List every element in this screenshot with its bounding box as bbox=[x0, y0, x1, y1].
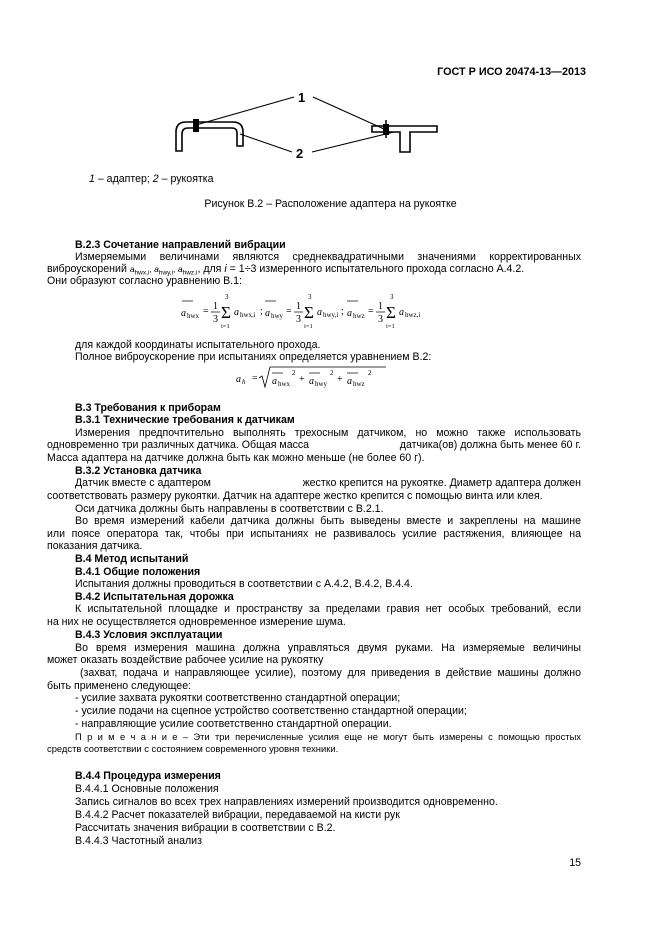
f2-lhs-sub: h bbox=[242, 378, 246, 386]
f1-sigma-x: Σ bbox=[221, 303, 231, 322]
f1-num-x: 1 bbox=[213, 301, 218, 312]
b23-p1-line2-b: , для bbox=[197, 263, 225, 275]
f2-avar-y: a bbox=[309, 376, 314, 387]
b32-p4-line1: Во время измерений кабели датчика должны быть выведены вместе и закреплены на машине bbox=[75, 515, 581, 527]
f1-avari-x: a bbox=[234, 307, 239, 318]
f1-den-x: 3 bbox=[213, 314, 218, 325]
f1-sigma-y: Σ bbox=[304, 303, 314, 322]
f1-subi-z: hwz,i bbox=[405, 311, 421, 319]
b23-p1-line3: Они образуют согласно уравнению В.1: bbox=[47, 275, 242, 287]
heading-b32: В.3.2 Установка датчика bbox=[75, 465, 202, 477]
b23-p1-line2-a: виброускорений bbox=[47, 263, 130, 275]
heading-b44: В.4.4 Процедура измерения bbox=[75, 770, 221, 782]
legend-text-1: – адаптер; bbox=[94, 173, 153, 185]
f1-subi-y: hwy,i bbox=[323, 311, 339, 319]
legend-number-1: 1 bbox=[89, 173, 95, 185]
acc-var-a1: a bbox=[129, 264, 135, 274]
f1-sub-z: hwz bbox=[353, 312, 365, 320]
f1-sumtop-x: 3 bbox=[225, 293, 229, 301]
b31-line2-a: одновременно три различных датчика. Общая масса bbox=[47, 439, 310, 451]
b43-line3: (захват, подача и направляющее усилие), поэтому для приведения в действие машины должно bbox=[80, 667, 581, 679]
f2-sq-z: 2 bbox=[368, 369, 372, 377]
f2-sq-y: 2 bbox=[330, 369, 334, 377]
b43-list-item-1: - усилие захвата рукоятки соответственно стандартной операции; bbox=[75, 692, 401, 704]
b442-text: Рассчитать значения вибрации в соответствии с В.2. bbox=[75, 822, 336, 834]
heading-b41: В.4.1 Общие положения bbox=[75, 566, 201, 578]
f2-lhs: a bbox=[236, 374, 241, 385]
f1-avar-x: a bbox=[181, 308, 186, 319]
b32-line2: соответствовать размеру рукоятки. Датчик на адаптере жестко крепится с помощью винта или клея. bbox=[47, 490, 543, 502]
b43-line1: Во время измерения машина должна управляться двумя руками. На измеряемые величины bbox=[75, 642, 581, 654]
f2-avar-z: a bbox=[347, 376, 352, 387]
f2-sq-x: 2 bbox=[292, 369, 296, 377]
page-number: 15 bbox=[569, 857, 581, 869]
note-text-1: – Эти три перечисленные усилия еще не могут быть измерены с помощью простых bbox=[177, 731, 581, 742]
f2-avar-x: a bbox=[272, 376, 277, 387]
acc-sub-y: hwy,i bbox=[158, 269, 174, 277]
b43-line2: может оказать воздействие рабочее усилие на рукоятку bbox=[47, 654, 324, 666]
f1-sep-2: ; bbox=[341, 306, 344, 317]
b23-p1-line2-d: = 1÷3 измеренного испытательного прохода согласно А.4.2. bbox=[226, 263, 525, 275]
f1-sigma-z: Σ bbox=[386, 303, 396, 322]
b43-list-item-3: - направляющие усилие соответственно стандартной операции. bbox=[75, 718, 392, 730]
f2-sub-y: hwy bbox=[315, 380, 328, 388]
acc-vars: $a_{hwx,i}$, $a_{hwy,i}$, $a_{hwz,i}$ bbox=[129, 264, 198, 277]
b32-line1-a: Датчик вместе с адаптером bbox=[75, 477, 211, 489]
legend-number-2: 2 bbox=[152, 173, 159, 185]
b442-title: В.4.4.2 Расчет показателей вибрации, передаваемой на кисти рук bbox=[75, 809, 400, 821]
f1-eq-z: = bbox=[368, 306, 374, 317]
f2-sub-z: hwz bbox=[353, 380, 365, 388]
f1-eq-x: = bbox=[203, 306, 209, 317]
b42-line1: К испытательной площадке и пространству за пределами гравия нет особых требований, если bbox=[75, 603, 581, 615]
legend-text-2: – рукоятка bbox=[158, 173, 214, 185]
f1-sep-1: ; bbox=[260, 306, 263, 317]
heading-b4: В.4 Метод испытаний bbox=[75, 553, 189, 565]
b441-text: Запись сигналов во всех трех направлениях измерений производится одновременно. bbox=[75, 796, 498, 808]
f2-eq: = bbox=[252, 373, 258, 384]
b32-line1 bbox=[75, 477, 581, 489]
f1-sumtop-z: 3 bbox=[390, 293, 394, 301]
b23-after-formula: для каждой координаты испытательного прохода. bbox=[75, 339, 321, 351]
acc-var-a2: a bbox=[154, 264, 159, 274]
f1-subi-x: hwx,i bbox=[240, 311, 256, 319]
f1-sumtop-y: 3 bbox=[308, 293, 312, 301]
acc-sub-x: hwx,i bbox=[134, 269, 150, 277]
f1-sub-x: hwx bbox=[187, 312, 200, 320]
f1-num-y: 1 bbox=[296, 301, 301, 312]
b31-line2 bbox=[47, 439, 581, 451]
f2-plus-1: + bbox=[299, 374, 305, 385]
f1-avar-y: a bbox=[265, 308, 270, 319]
callout-1: 1 bbox=[298, 90, 306, 105]
f1-num-z: 1 bbox=[378, 301, 383, 312]
heading-b43: В.4.3 Условия эксплуатации bbox=[75, 629, 223, 641]
b42-line2: на них не осуществляется одновременное измерение шума. bbox=[47, 616, 346, 628]
b43-line4: быть применено следующее: bbox=[47, 680, 192, 692]
b41-p1: Испытания должны проводиться в соответствии с А.4.2, В.4.2, В.4.4. bbox=[75, 578, 413, 590]
b31-line2-b: датчика(ов) должна быть менее 60 г. bbox=[399, 439, 581, 451]
f2-sub-x: hwx bbox=[278, 380, 291, 388]
b32-p4-line2: или поясе оператора так, чтобы при испытаниях не развивалось усилие растяжения, влияющее на bbox=[47, 528, 581, 540]
b32-p4-line3: показания датчика. bbox=[47, 540, 143, 552]
f1-eq-y: = bbox=[286, 306, 292, 317]
acc-var-a3: a bbox=[177, 264, 183, 274]
b31-line1: Измерения предпочтительно выполнять трехосным датчиком, но можно также использовать bbox=[75, 427, 581, 439]
b32-line1-b: жестко крепится на рукоятке. Диаметр адаптера должен bbox=[302, 477, 581, 489]
document-header: ГОСТ Р ИСО 20474-13—2013 bbox=[437, 66, 586, 78]
b43-note-line2: средств соответствии с состоянием современного уровня техники. bbox=[47, 743, 339, 754]
b43-note-line1 bbox=[75, 731, 581, 742]
f1-sumbot-y: i=1 bbox=[304, 323, 313, 330]
heading-b23: В.2.3 Сочетание направлений вибрации bbox=[75, 239, 286, 251]
heading-b42: В.4.2 Испытательная дорожка bbox=[75, 591, 234, 603]
b23-p2: Полное виброускорение при испытаниях определяется уравнением В.2: bbox=[75, 351, 432, 363]
b23-p1-line1: Измеряемыми величинами являются среднеквадратичными значениями корректированных bbox=[75, 251, 581, 263]
b443-title: В.4.4.3 Частотный анализ bbox=[75, 835, 202, 847]
b441-title: В.4.4.1 Основные положения bbox=[75, 783, 219, 795]
note-label: П р и м е ч а н и е bbox=[75, 731, 178, 742]
f1-sub-y: hwy bbox=[271, 312, 284, 320]
f1-den-y: 3 bbox=[296, 314, 301, 325]
heading-b31: В.3.1 Технические требования к датчикам bbox=[75, 414, 295, 426]
b23-index-i: i bbox=[224, 263, 227, 275]
b31-line3: Масса адаптера на датчике должна быть как можно меньше (не более 60 г). bbox=[47, 452, 425, 464]
figure-caption: Рисунок В.2 – Расположение адаптера на рукоятке bbox=[204, 198, 457, 210]
f1-sumbot-x: i=1 bbox=[221, 323, 230, 330]
b32-p3: Оси датчика должны быть направлены в соответствии с В.2.1. bbox=[75, 503, 384, 515]
f1-avari-y: a bbox=[317, 307, 322, 318]
heading-b3: В.3 Требования к приборам bbox=[75, 402, 221, 414]
f1-avari-z: a bbox=[399, 307, 404, 318]
f2-plus-2: + bbox=[337, 374, 343, 385]
callout-2: 2 bbox=[296, 146, 304, 161]
f1-sumbot-z: i=1 bbox=[386, 323, 395, 330]
b43-list-item-2: - усилие подачи на сцепное устройство соответственно стандартной операции; bbox=[75, 705, 467, 717]
f1-den-z: 3 bbox=[378, 314, 383, 325]
acc-sub-z: hwz,i bbox=[182, 269, 198, 277]
f1-avar-z: a bbox=[347, 308, 352, 319]
